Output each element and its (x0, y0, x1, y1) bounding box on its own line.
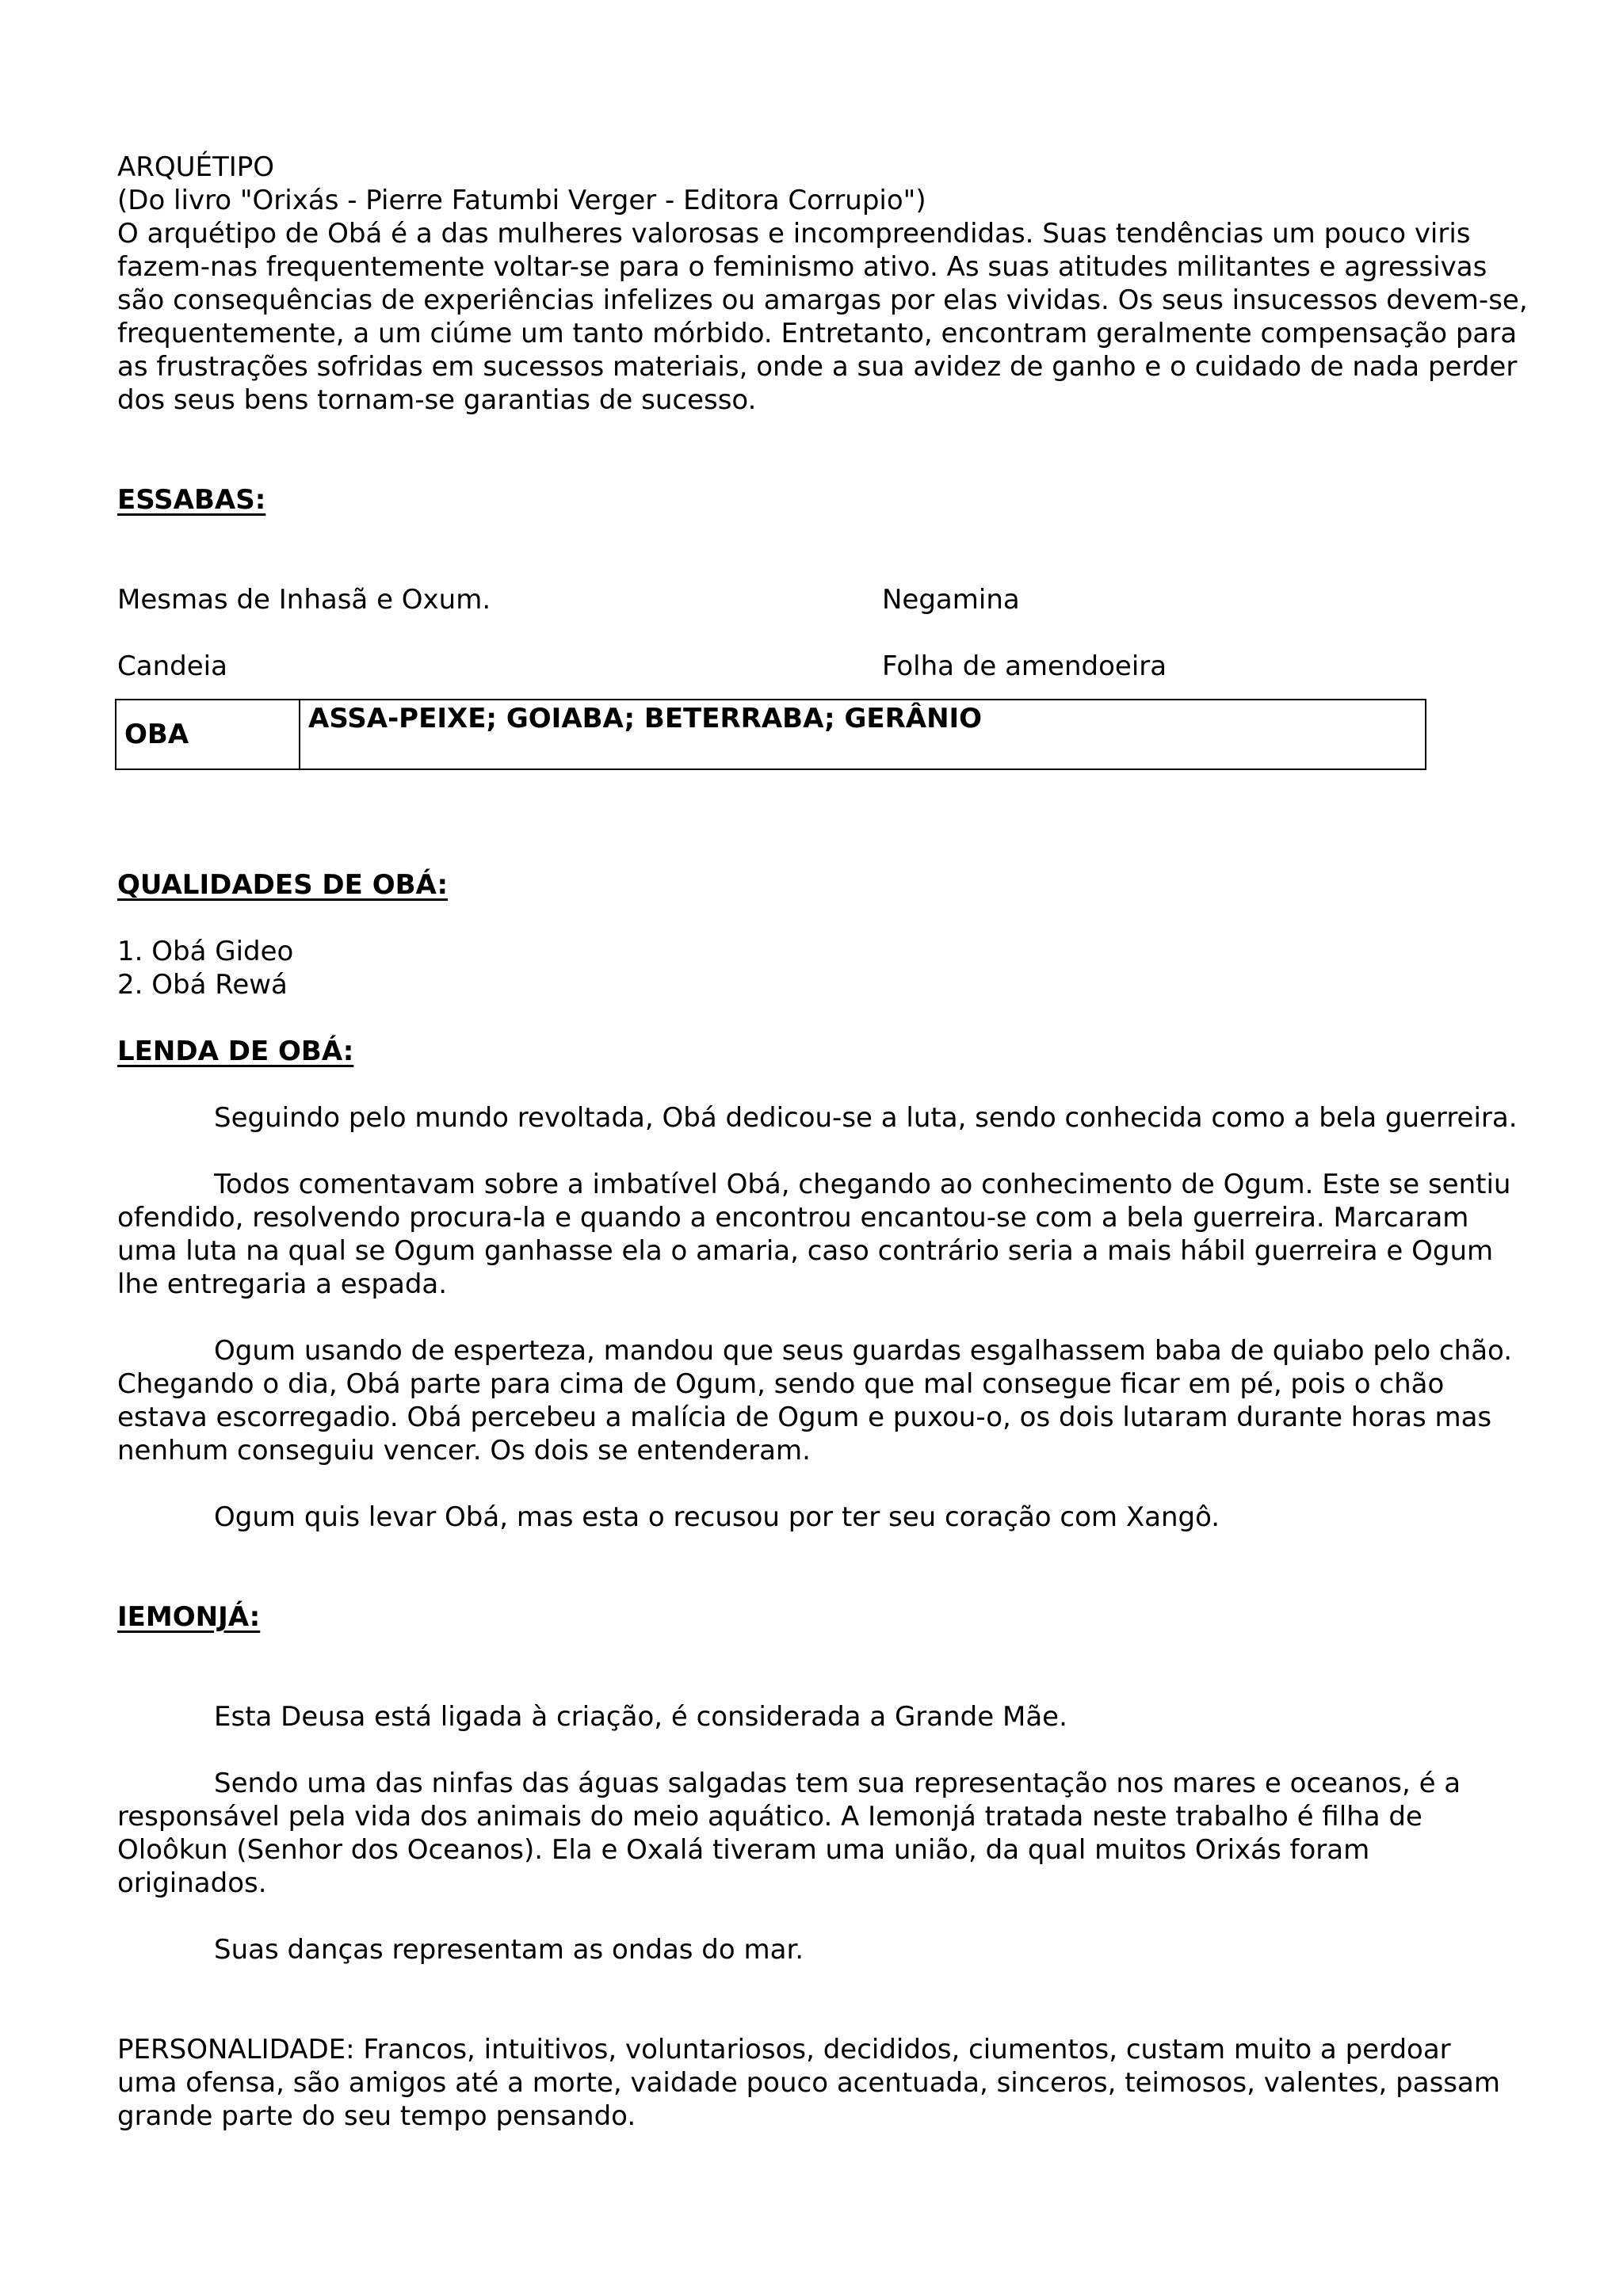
paragraph-line: Oloôkun (Senhor dos Oceanos). Ela e Oxalá tiveram uma união, da qual muitos Orixás foram (117, 1834, 1370, 1866)
arquetipo-line: O arquétipo de Obá é a das mulheres valorosas e incompreendidas. Suas tendências um pouco viris (117, 218, 1471, 250)
essaba-item: Folha de amendoeira (882, 650, 1167, 682)
paragraph-line: estava escorregadio. Obá percebeu a malícia de Ogum e puxou-o, os dois lutaram durante horas mas (117, 1402, 1492, 1433)
lenda-paragraph (117, 1334, 1568, 1467)
paragraph-line: Ogum usando de esperteza, mandou que seus guardas esgalhassem baba de quiabo pelo chão. (214, 1335, 1513, 1367)
arquetipo-line: frequentemente, a um ciúme um tanto mórbido. Entretanto, encontram geralmente compensação para (117, 318, 1518, 349)
paragraph-line: Sendo uma das ninfas das águas salgadas tem sua representação nos mares e oceanos, é a (214, 1768, 1461, 1799)
orixa-name-cell: OBA (116, 700, 300, 769)
qualidades-heading: QUALIDADES DE OBÁ: (117, 869, 449, 901)
arquetipo-line: as frustrações sofridas em sucessos materiais, onde a sua avidez de ganho e o cuidado de nada perder (117, 351, 1518, 383)
paragraph-line: nenhum conseguiu vencer. Os dois se entenderam. (117, 1435, 811, 1466)
essaba-item: Candeia (117, 650, 227, 682)
essaba-item: Negamina (882, 584, 1020, 616)
lenda-heading: LENDA DE OBÁ: (117, 1035, 354, 1067)
arquetipo-section (117, 151, 1568, 417)
personalidade-section (117, 2033, 1568, 2133)
essabas-row (117, 583, 1568, 616)
lenda-paragraph: Ogum quis levar Obá, mas esta o recusou por ter seu coração com Xangô. (214, 1501, 1220, 1533)
essaba-item: Mesmas de Inhasã e Oxum. (117, 584, 491, 616)
paragraph-line: uma luta na qual se Ogum ganhasse ela o amaria, caso contrário seria a mais hábil guerreira e Ogum (117, 1235, 1494, 1267)
paragraph-line: originados. (117, 1867, 267, 1899)
arquetipo-title: ARQUÉTIPO (117, 151, 275, 183)
iemonja-heading: IEMONJÁ: (117, 1601, 261, 1633)
herb-table (115, 699, 1426, 770)
list-item: 1. Obá Gideo (117, 936, 294, 967)
paragraph-line: ofendido, resolvendo procura-la e quando a encontrou encantou-se com a bela guerreira. Marcaram (117, 1202, 1469, 1234)
lenda-paragraph (117, 1168, 1568, 1301)
arquetipo-line: dos seus bens tornam-se garantias de sucesso. (117, 384, 757, 416)
paragraph-line: responsável pela vida dos animais do meio aquático. A Iemonjá tratada neste trabalho é filha de (117, 1801, 1423, 1833)
iemonja-paragraph: Esta Deusa está ligada à criação, é considerada a Grande Mãe. (214, 1701, 1067, 1733)
paragraph-line: Todos comentavam sobre a imbatível Obá, chegando ao conhecimento de Ogum. Este se sentiu (214, 1169, 1511, 1200)
arquetipo-line: são consequências de experiências infelizes ou amargas por elas vividas. Os seus insucessos devem-se, (117, 284, 1528, 316)
paragraph-line: lhe entregaria a espada. (117, 1268, 448, 1300)
essabas-heading: ESSABAS: (117, 484, 266, 516)
document-page (117, 151, 1568, 2133)
table-row (116, 700, 1426, 769)
paragraph-line: PERSONALIDADE: Francos, intuitivos, voluntariosos, decididos, ciumentos, custam muito a perdoar (117, 2034, 1451, 2065)
herb-list-cell: ASSA-PEIXE; GOIABA; BETERRABA; GERÂNIO (300, 700, 1426, 769)
paragraph-line: grande parte do seu tempo pensando. (117, 2100, 636, 2132)
paragraph-line: Chegando o dia, Obá parte para cima de Ogum, sendo que mal consegue ficar em pé, pois o chão (117, 1368, 1445, 1400)
list-item: 2. Obá Rewá (117, 969, 288, 1001)
lenda-paragraph: Seguindo pelo mundo revoltada, Obá dedicou-se a luta, sendo conhecida como a bela guerreira. (214, 1102, 1518, 1134)
iemonja-paragraph (117, 1767, 1568, 1900)
arquetipo-line: fazem-nas frequentemente voltar-se para o feminismo ativo. As suas atitudes militantes e agressivas (117, 251, 1487, 283)
arquetipo-source: (Do livro "Orixás - Pierre Fatumbi Verger - Editora Corrupio") (117, 185, 926, 216)
paragraph-line: uma ofensa, são amigos até a morte, vaidade pouco acentuada, sinceros, teimosos, valentes, passam (117, 2067, 1500, 2099)
iemonja-paragraph: Suas danças representam as ondas do mar. (214, 1934, 804, 1966)
essabas-row (117, 650, 1568, 683)
